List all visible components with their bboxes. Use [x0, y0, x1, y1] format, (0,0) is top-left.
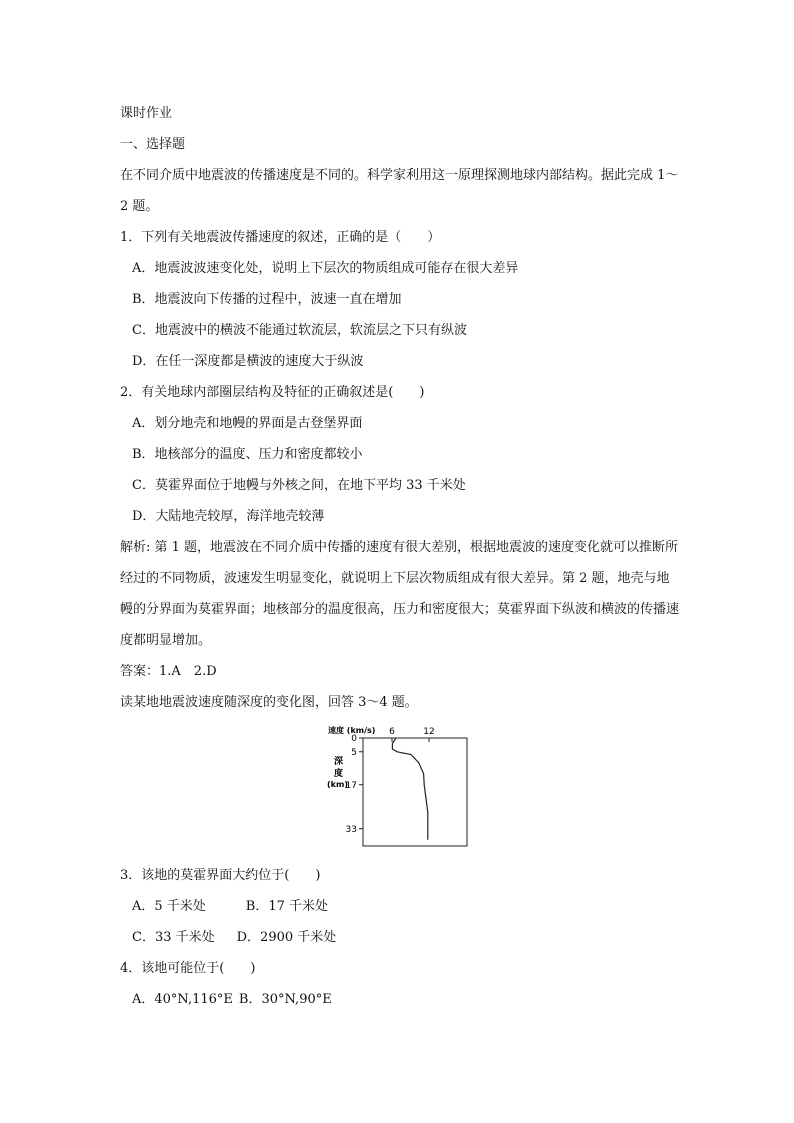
question-4-stem: 4．该地可能位于( ) [120, 961, 256, 976]
y-tick-label-0: 0 [351, 734, 357, 744]
question-2-stem: 2．有关地球内部圈层结构及特征的正确叙述是( ) [120, 385, 425, 400]
question-3-stem: 3．该地的莫霍界面大约位于( ) [120, 868, 321, 883]
question-3-option-a: A．5 千米处 [132, 899, 206, 914]
speed-axis-label: 速度 (km/s) [328, 726, 376, 735]
question-3-option-c: C．33 千米处 [132, 930, 215, 945]
document-content [120, 98, 680, 1015]
question-1-stem: 1．下列有关地震波传播速度的叙述，正确的是（ ） [120, 230, 441, 245]
question-3-option-d: D．2900 千米处 [236, 930, 337, 945]
question-3-option-b: B．17 千米处 [245, 899, 329, 914]
question-1-option-a: A．地震波波速变化处，说明上下层次的物质组成可能存在很大差异 [132, 261, 519, 276]
question-2-option-c: C．莫霍界面位于地幔与外核之间，在地下平均 33 千米处 [132, 478, 466, 493]
question-4-option-b: B．30°N,90°E [238, 992, 332, 1007]
seismic-velocity-figure [120, 724, 680, 852]
section-heading: 一、选择题 [120, 137, 186, 152]
x-tick-label-12: 12 [423, 727, 435, 737]
depth-axis-unit: (km) [327, 780, 348, 789]
x-tick-label-6: 6 [389, 727, 395, 737]
question-2-option-a: A．划分地壳和地幔的界面是古登堡界面 [132, 416, 363, 431]
question-1-option-c: C．地震波中的横波不能通过软流层，软流层之下只有纵波 [132, 323, 467, 338]
question-4-option-a: A．40°N,116°E [132, 992, 233, 1007]
chart-frame [363, 738, 467, 846]
velocity-curve [392, 738, 427, 840]
question-3-options-row-2 [120, 922, 680, 953]
question-1-option-b: B．地震波向下传播的过程中，波速一直在增加 [132, 292, 402, 307]
depth-axis-label-2: 度 [334, 769, 344, 779]
question-1-option-d: D．在任一深度都是横波的速度大于纵波 [132, 354, 364, 369]
answer-line: 答案：1.A 2.D [120, 664, 217, 679]
analysis-paragraph: 解析: 第 1 题，地震波在不同介质中传播的速度有很大差别，根据地震波的速度变化就可以推断所经过的不同物质，波速发生明显变化，就说明上下层次物质组成有很大差异。第 2 题，地壳与地幔的分界面为莫霍界面；地核部分的温度很高，压力和密度很大；莫霍界面下纵波和横波的传播速度都明显增加。 [120, 540, 680, 648]
y-tick-label-33: 33 [345, 824, 357, 835]
question-2-option-b: B．地核部分的温度、压力和密度都较小 [132, 447, 363, 462]
question-2-option-d: D．大陆地壳较厚，海洋地壳较薄 [132, 509, 325, 524]
y-tick-label-5: 5 [351, 747, 357, 758]
intro-paragraph-1: 在不同介质中地震波的传播速度是不同的。科学家利用这一原理探测地球内部结构。据此完成 1～2 题。 [120, 168, 679, 214]
intro-paragraph-2: 读某地地震波速度随深度的变化图，回答 3～4 题。 [120, 695, 418, 710]
velocity-depth-chart [323, 724, 473, 852]
depth-axis-label-1: 深 [334, 757, 344, 767]
page-title: 课时作业 [120, 106, 173, 121]
question-3-options-row-1 [120, 891, 680, 922]
y-tick-label-17: 17 [345, 780, 357, 791]
question-4-options-row [120, 984, 680, 1015]
